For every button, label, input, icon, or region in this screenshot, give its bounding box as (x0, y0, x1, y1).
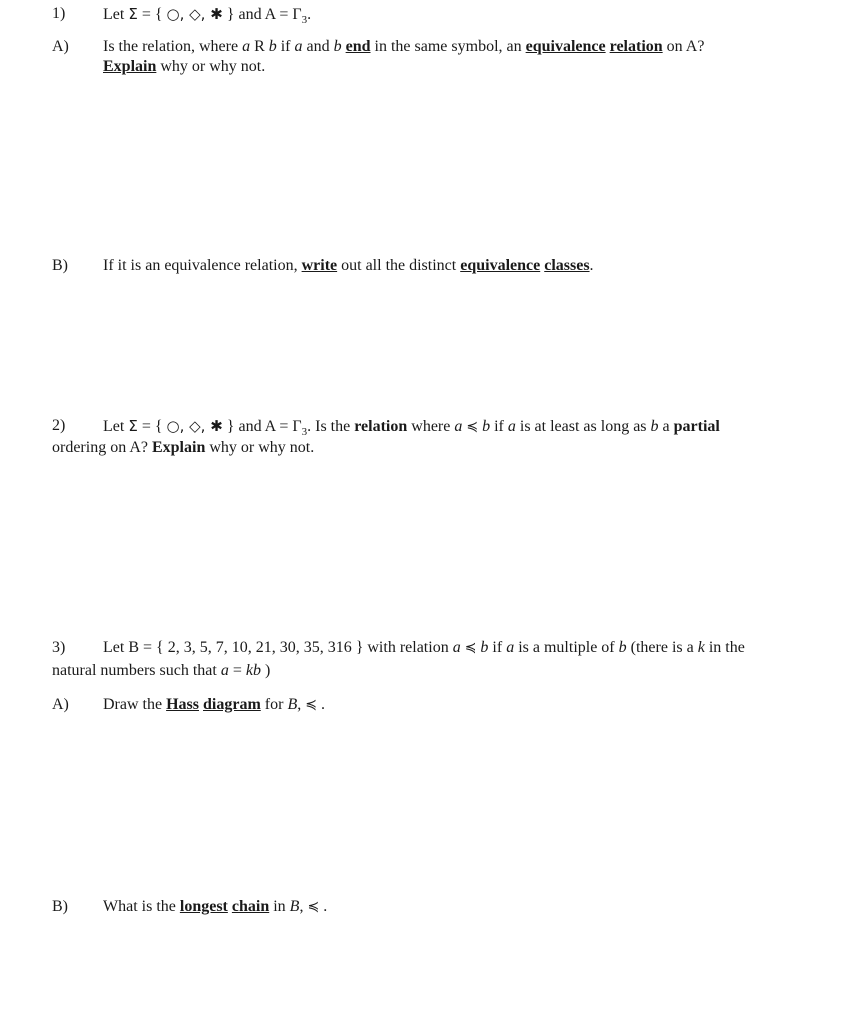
text: in the same symbol, an (370, 38, 526, 55)
text: Let (103, 418, 129, 435)
question-2-text-line2 (52, 438, 314, 458)
question-3-number: 3) (52, 639, 66, 656)
emphasis-write: write (301, 257, 338, 274)
var-b: b (333, 38, 342, 55)
text: a (658, 418, 674, 435)
text: Let (103, 6, 129, 23)
part-3a-label: A) (52, 696, 69, 713)
emphasis-equivalence: equivalence (460, 257, 541, 274)
var-a: a (294, 38, 303, 55)
var-k: k (697, 639, 705, 656)
var-a: a (452, 639, 461, 656)
emphasis-partial: partial (673, 418, 720, 435)
sigma-symbol: Σ (128, 5, 138, 23)
var-kb: kb (245, 662, 261, 679)
text: } and A = (222, 418, 293, 435)
emphasis-end: end (345, 38, 371, 55)
var-b: b (482, 418, 491, 435)
text: is at least as long as (515, 418, 651, 435)
precedes-symbol: ≼ (307, 899, 320, 915)
part-1a-label: A) (52, 38, 69, 55)
sigma-symbol: Σ (128, 417, 138, 435)
text: in the (704, 639, 745, 656)
text: . (589, 257, 594, 274)
emphasis-longest: longest (179, 898, 228, 915)
emphasis-hass: Hass (166, 696, 199, 713)
text: for (260, 696, 288, 713)
question-3-text-line1 (103, 638, 745, 658)
text: on A? (662, 38, 705, 55)
var-a: a (454, 418, 463, 435)
precedes-symbol: ≼ (305, 697, 317, 713)
part-1b-label: B) (52, 257, 68, 274)
question-2-number: 2) (52, 417, 66, 434)
text: If it is an equivalence relation, (103, 257, 302, 274)
part-3b-label: B) (52, 898, 68, 915)
var-B: B (287, 696, 298, 713)
text: (there is a (626, 639, 698, 656)
part-3b-text (103, 897, 327, 917)
text: ) (260, 662, 271, 679)
emphasis-explain: Explain (103, 58, 157, 75)
text: . (307, 6, 312, 23)
text: Is the relation, where (103, 38, 243, 55)
var-B: B (289, 898, 300, 915)
text: where (407, 418, 455, 435)
question-1-intro (103, 4, 311, 30)
text: = (228, 662, 246, 679)
text: , (299, 898, 308, 915)
text: What is the (103, 898, 180, 915)
text: in (269, 898, 290, 915)
subscript: 3 (301, 426, 308, 439)
alphabet-symbols: ○, ◇, ✱ (166, 5, 223, 23)
var-a: a (507, 418, 516, 435)
text: Draw the (103, 696, 167, 713)
text: out all the distinct (337, 257, 461, 274)
emphasis-diagram: diagram (203, 696, 261, 713)
text: natural numbers such that (52, 662, 221, 679)
text: . Is the (307, 418, 355, 435)
precedes-symbol: ≼ (466, 419, 479, 435)
part-3a-text (103, 695, 325, 715)
text: and (302, 38, 334, 55)
text: if (276, 38, 295, 55)
emphasis-chain: chain (231, 898, 270, 915)
emphasis-relation: relation (609, 38, 663, 55)
part-1a-text-line2 (103, 57, 265, 77)
text: is a multiple of (514, 639, 619, 656)
question-3-text-line2 (52, 661, 270, 681)
var-a: a (220, 662, 229, 679)
part-1a-text-line1 (103, 37, 704, 57)
text: } and A = (222, 6, 293, 23)
question-1-number: 1) (52, 5, 66, 22)
var-b: b (618, 639, 627, 656)
text: = { (137, 418, 167, 435)
gamma-symbol: Γ (292, 418, 302, 435)
text: , (297, 696, 306, 713)
emphasis-relation: relation (354, 418, 408, 435)
text: if (488, 639, 507, 656)
emphasis-equivalence: equivalence (525, 38, 606, 55)
emphasis-explain: Explain (151, 439, 206, 456)
var-b: b (650, 418, 659, 435)
text: = { (137, 6, 167, 23)
text: if (490, 418, 508, 435)
text: . (319, 898, 328, 915)
text: why or why not. (156, 58, 266, 75)
text: why or why not. (205, 439, 315, 456)
precedes-symbol: ≼ (464, 640, 477, 656)
var-a: a (506, 639, 515, 656)
text: R (250, 38, 269, 55)
text: . (316, 696, 325, 713)
var-b: b (480, 639, 489, 656)
subscript: 3 (301, 14, 308, 27)
var-b: b (268, 38, 277, 55)
part-1b-text (103, 256, 594, 276)
text: Let B = { 2, 3, 5, 7, 10, 21, 30, 35, 316 } with relation (103, 639, 453, 656)
emphasis-classes: classes (544, 257, 590, 274)
alphabet-symbols: ○, ◇, ✱ (166, 417, 223, 435)
gamma-symbol: Γ (292, 6, 302, 23)
var-a: a (242, 38, 251, 55)
text: ordering on A? (52, 439, 152, 456)
